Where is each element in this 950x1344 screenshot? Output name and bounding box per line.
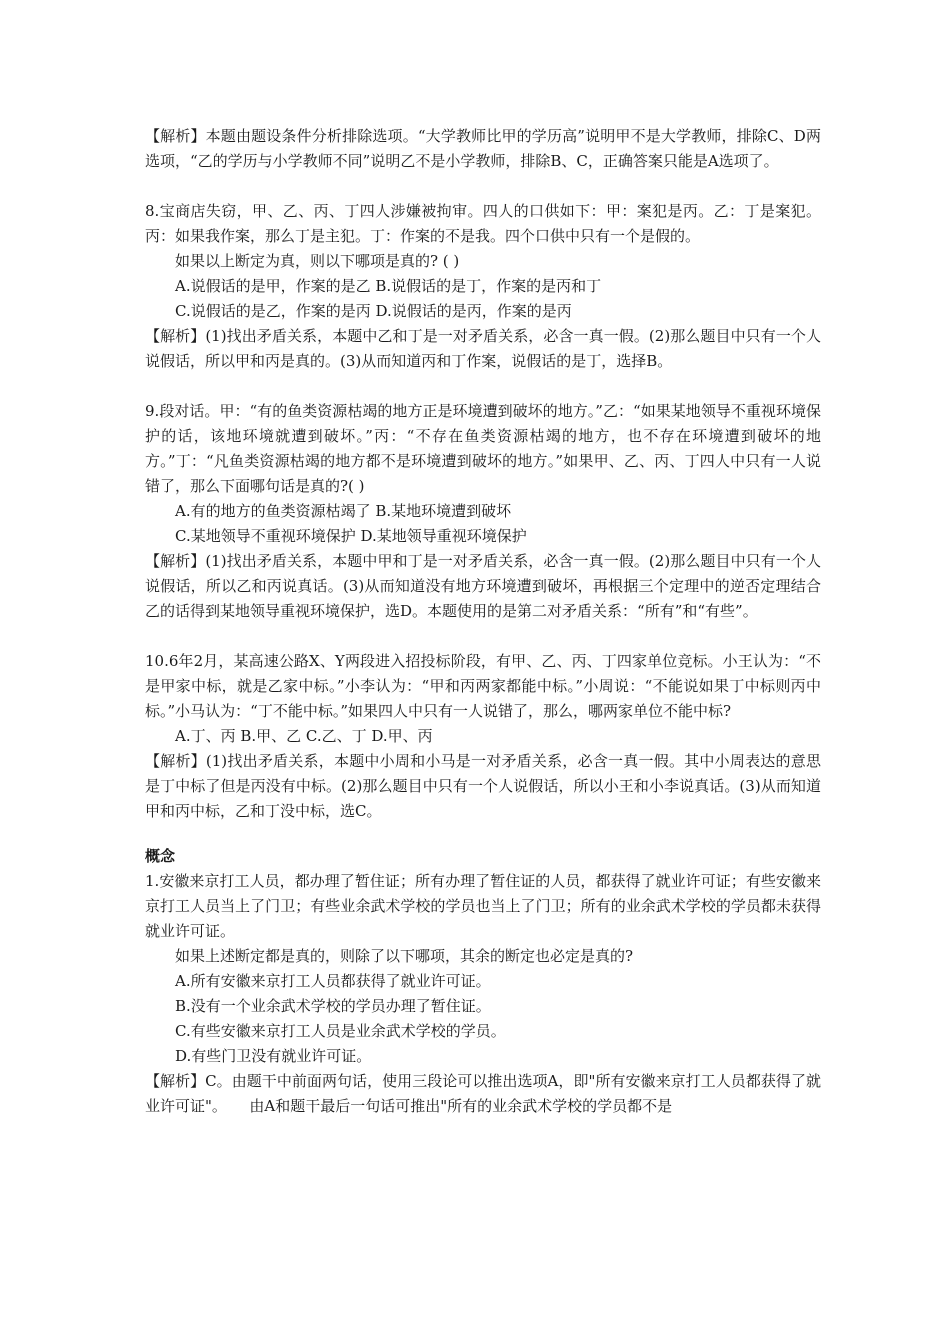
concept1-option-d: D.有些门卫没有就业许可证。 [175, 1047, 372, 1065]
concept1-question: 如果上述断定都是真的，则除了以下哪项，其余的断定也必定是真的? [175, 947, 634, 965]
spacer [145, 174, 821, 199]
concept1-stem: 1.安徽来京打工人员，都办理了暂住证；所有办理了暂住证的人员，都获得了就业许可证；有些安徽来京打工人员当上了门卫；有些业余武术学校的学员也当上了门卫；所有的业余武术学校的学员都未获得就业许可证。 [145, 872, 821, 940]
concept1-option-c: C.有些安徽来京打工人员是业余武术学校的学员。 [175, 1022, 506, 1040]
spacer [145, 374, 821, 399]
q8-question: 如果以上断定为真，则以下哪项是真的? ( ) [175, 252, 460, 270]
spacer [145, 624, 821, 649]
concept1-option-a: A.所有安徽来京打工人员都获得了就业许可证。 [175, 972, 491, 990]
q7-analysis: 【解析】本题由题设条件分析排除选项。“大学教师比甲的学历高”说明甲不是大学教师，排除C、D两选项，“乙的学历与小学教师不同”说明乙不是小学教师，排除B、C，正确答案只能是A选项了。 [145, 127, 821, 170]
section-heading: 概念 [145, 847, 176, 865]
q9-stem: 9.段对话。甲：“有的鱼类资源枯竭的地方正是环境遭到破坏的地方。”乙：“如果某地领导不重视环境保护的话，该地环境就遭到破坏。”丙：“不存在鱼类资源枯竭的地方，也不存在环境遭到破坏的地方。”丁：“凡鱼类资源枯竭的地方都不是环境遭到破坏的地方。”如果甲、乙、丙、丁四人中只有一人说错了，那么下面哪句话是真的?( ) [145, 402, 821, 495]
q8-options-cd: C.说假话的是乙，作案的是丙 D.说假话的是丙，作案的是丙 [175, 302, 572, 320]
q8-options-ab: A.说假话的是甲，作案的是乙 B.说假话的是丁，作案的是丙和丁 [175, 277, 602, 295]
q8-analysis: 【解析】(1)找出矛盾关系，本题中乙和丁是一对矛盾关系，必含一真一假。(2)那么题目中只有一个人说假话，所以甲和丙是真的。(3)从而知道丙和丁作案，说假话的是丁，选择B。 [145, 327, 821, 370]
q9-options-ab: A.有的地方的鱼类资源枯竭了 B.某地环境遭到破坏 [175, 502, 512, 520]
q10-options: A.丁、丙 B.甲、乙 C.乙、丁 D.甲、丙 [175, 727, 433, 745]
q9-options-cd: C.某地领导不重视环境保护 D.某地领导重视环境保护 [175, 527, 527, 545]
concept1-analysis: 【解析】C。由题干中前面两句话，使用三段论可以推出选项A，即"所有安徽来京打工人员都获得了就业许可证"。 由A和题干最后一句话可推出"所有的业余武术学校的学员都不是 [145, 1072, 821, 1115]
spacer [145, 824, 821, 844]
concept1-option-b: B.没有一个业余武术学校的学员办理了暂住证。 [175, 997, 491, 1015]
document-page [145, 124, 821, 1119]
q10-analysis: 【解析】(1)找出矛盾关系，本题中小周和小马是一对矛盾关系，必含一真一假。其中小周表达的意思是丁中标了但是丙没有中标。(2)那么题目中只有一个人说假话，所以小王和小李说真话。(3)从而知道甲和丙中标，乙和丁没中标，选C。 [145, 752, 821, 820]
q10-stem: 10.6年2月，某高速公路X、Y两段进入招投标阶段，有甲、乙、丙、丁四家单位竞标。小王认为：“不是甲家中标，就是乙家中标。”小李认为：“甲和丙两家都能中标。”小周说：“不能说如果丁中标则丙中标。”小马认为：“丁不能中标。”如果四人中只有一人说错了，那么，哪两家单位不能中标? [145, 652, 821, 720]
q9-analysis: 【解析】(1)找出矛盾关系，本题中甲和丁是一对矛盾关系，必含一真一假。(2)那么题目中只有一个人说假话，所以乙和丙说真话。(3)从而知道没有地方环境遭到破坏，再根据三个定理中的逆否定理结合乙的话得到某地领导重视环境保护，选D。本题使用的是第二对矛盾关系：“所有”和“有些”。 [145, 552, 821, 620]
q8-stem: 8.宝商店失窃，甲、乙、丙、丁四人涉嫌被拘审。四人的口供如下：甲：案犯是丙。乙：丁是案犯。丙：如果我作案，那么丁是主犯。丁：作案的不是我。四个口供中只有一个是假的。 [145, 202, 821, 245]
